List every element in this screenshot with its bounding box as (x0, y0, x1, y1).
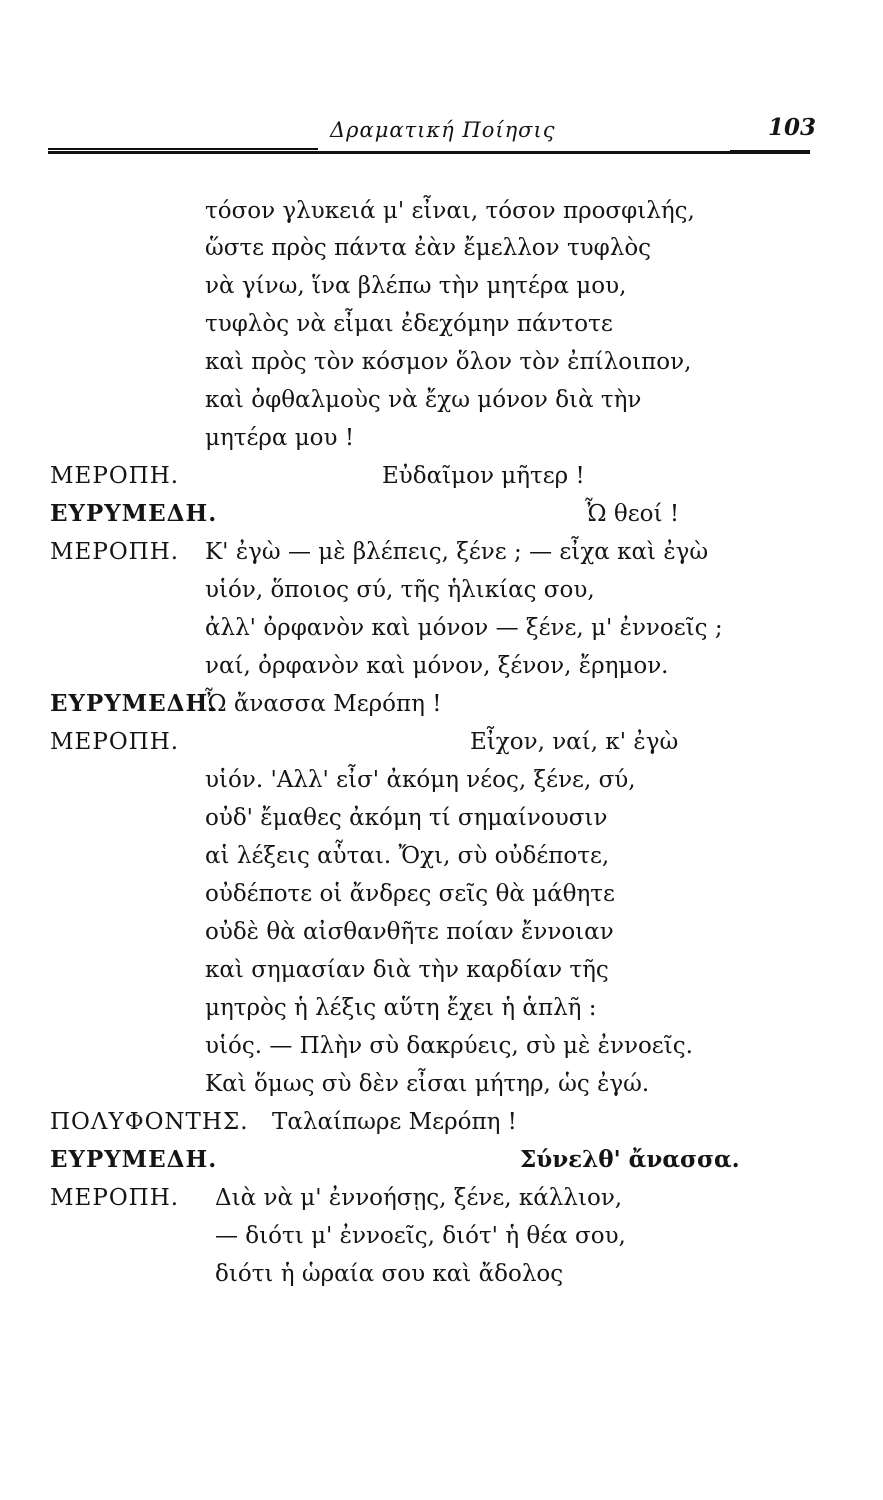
verse-line: νὰ γίνω, ἵνα βλέπω τὴν μητέρα μου, (205, 273, 627, 299)
header-rule-left (48, 148, 318, 150)
verse-line: καὶ σημασίαν διὰ τὴν καρδίαν τῆς (205, 957, 609, 983)
verse-line: μητέρα μου ! (205, 425, 355, 451)
verse-line: Κ' ἐγὼ — μὲ βλέπεις, ξένε ; — εἶχα καὶ ἐγὼ (205, 539, 709, 565)
verse-line: αἱ λέξεις αὗται. Ὄχι, σὺ οὐδέποτε, (205, 843, 610, 869)
verse-line: ναί, ὀρφανὸν καὶ μόνον, ξένον, ἔρημον. (205, 653, 669, 679)
verse-line: Εἶχον, ναί, κ' ἐγὼ (470, 729, 679, 755)
verse-line: υἱός. — Πλὴν σὺ δακρύεις, σὺ μὲ ἐννοεῖς. (205, 1033, 693, 1059)
verse-line: υἱόν, ὅποιος σύ, τῆς ἡλικίας σου, (205, 577, 595, 603)
speaker-name: ΜΕΡΟΠΗ. (50, 729, 180, 755)
running-title: Δραματική Ποίησις (330, 118, 556, 142)
verse-line: ἀλλ' ὀρφανὸν καὶ μόνον — ξένε, μ' ἐννοεῖς ; (205, 615, 723, 641)
verse-line: καὶ πρὸς τὸν κόσμον ὅλον τὸν ἐπίλοιπον, (205, 349, 692, 375)
verse-line: οὐδέποτε οἱ ἄνδρες σεῖς θὰ μάθητε (205, 881, 615, 907)
speaker-name: ΜΕΡΟΠΗ. (50, 539, 180, 565)
verse-line: Καὶ ὅμως σὺ δὲν εἶσαι μήτηρ, ὡς ἐγώ. (205, 1071, 650, 1097)
speaker-name: ΕΥΡΥΜΕΔΗ. (50, 690, 218, 717)
verse-line: Σύνελθ' ἄνασσα. (520, 1146, 740, 1173)
verse-line: τόσον γλυκειά μ' εἶναι, τόσον προσφιλής, (205, 198, 695, 224)
verse-line: — διότι μ' ἐννοεῖς, διότ' ἡ θέα σου, (215, 1223, 626, 1249)
verse-line: Ταλαίπωρε Μερόπη ! (272, 1109, 517, 1135)
verse-line: υἱόν. 'Αλλ' εἶσ' ἀκόμη νέος, ξένε, σύ, (205, 767, 636, 793)
verse-line: τυφλὸς νὰ εἶμαι ἐδεχόμην πάντοτε (205, 311, 613, 337)
verse-line: Διὰ νὰ μ' ἐννοήσῃς, ξένε, κάλλιον, (215, 1185, 623, 1211)
header-rule (48, 151, 810, 154)
speaker-name: ΠΟΛΥΦΟΝΤΗΣ. (50, 1109, 249, 1135)
verse-line: οὐδὲ θὰ αἰσθανθῆτε ποίαν ἔννοιαν (205, 919, 614, 945)
speaker-name: ΜΕΡΟΠΗ. (50, 463, 180, 489)
verse-line: οὐδ' ἔμαθες ἀκόμη τί σημαίνουσιν (205, 805, 608, 831)
header-rule-right (730, 150, 810, 152)
verse-line: Εὐδαῖμον μῆτερ ! (382, 463, 585, 489)
verse-line: διότι ἡ ὡραία σου καὶ ἄδολος (215, 1261, 564, 1287)
verse-line: Ὦ ἄνασσα Μερόπη ! (205, 691, 442, 717)
speaker-name: ΕΥΡΥΜΕΔΗ. (50, 1146, 218, 1173)
speaker-name: ΜΕΡΟΠΗ. (50, 1185, 180, 1211)
speaker-name: ΕΥΡΥΜΕΔΗ. (50, 500, 218, 527)
verse-line: μητρὸς ἡ λέξις αὕτη ἔχει ἡ ἁπλῆ : (205, 995, 597, 1021)
page-number: 103 (768, 114, 817, 141)
verse-line: καὶ ὀφθαλμοὺς νὰ ἔχω μόνον διὰ τὴν (205, 387, 642, 413)
verse-line: Ὦ θεοί ! (585, 501, 680, 527)
verse-line: ὥστε πρὸς πάντα ἐὰν ἔμελλον τυφλὸς (205, 235, 652, 261)
